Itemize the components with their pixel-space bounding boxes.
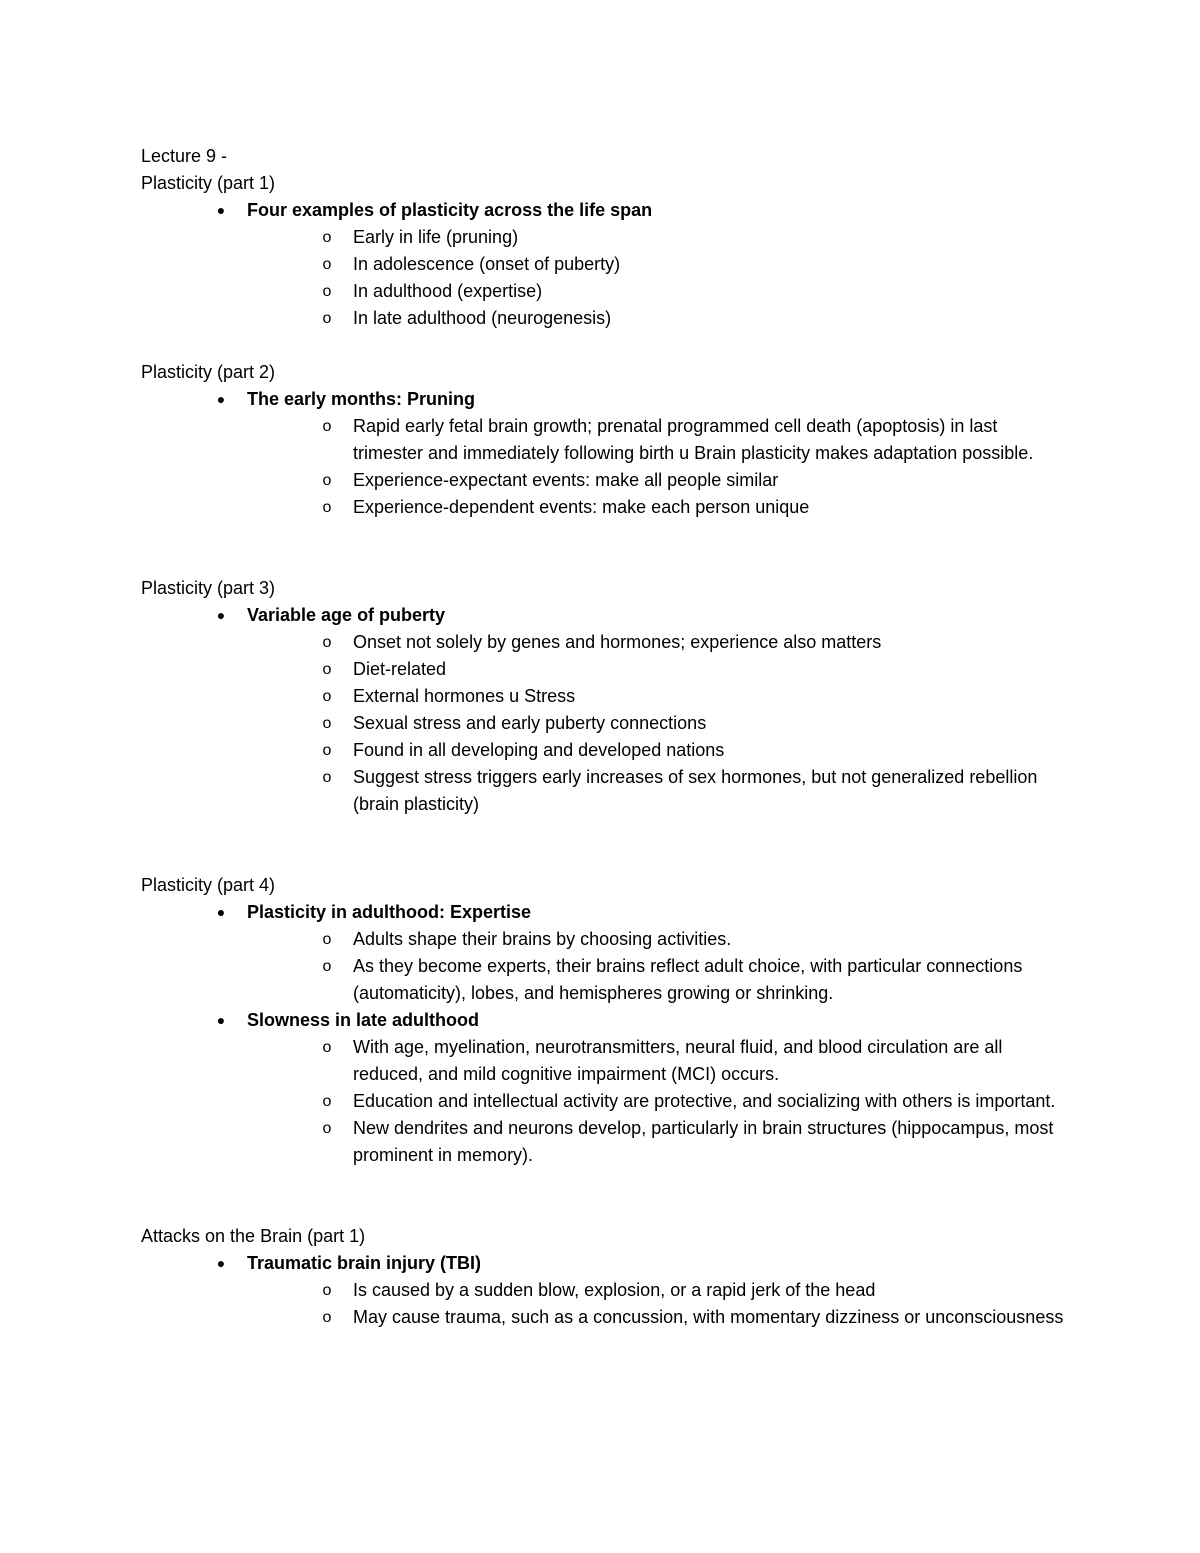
bullet-list [141, 1250, 1071, 1331]
section-plasticity-part-3 [141, 575, 1071, 818]
sub-bullet-text: Experience-dependent events: make each person unique [353, 497, 810, 517]
sub-bullet-item [247, 305, 1065, 332]
spacer [141, 521, 1071, 575]
bullet-item [141, 602, 1071, 818]
sub-bullet-item [247, 251, 1065, 278]
bullet-item [141, 899, 1071, 1007]
circle-bullet-icon: o [322, 418, 332, 435]
document-body [141, 143, 1071, 1331]
sub-bullet-list [247, 1277, 1071, 1331]
bullet-dot-icon: ● [216, 391, 226, 407]
sub-bullet-item [247, 224, 1065, 251]
circle-bullet-icon: o [322, 256, 332, 273]
bullet-dot-icon: ● [216, 1012, 226, 1028]
sub-bullet-item [247, 494, 1065, 521]
circle-bullet-icon: o [322, 499, 332, 516]
sub-bullet-item [247, 1277, 1065, 1304]
sub-bullet-text: With age, myelination, neurotransmitters, neural fluid, and blood circulation are all reduced, and mild cognitive impairment (MCI) occurs. [353, 1037, 1003, 1084]
circle-bullet-icon: o [322, 688, 332, 705]
section-title: Plasticity (part 4) [141, 875, 276, 895]
bullet-item [141, 386, 1071, 521]
sub-bullet-text: As they become experts, their brains reflect adult choice, with particular connections (automaticity), lobes, and hemispheres growing or shrinking. [353, 956, 1023, 1003]
bullet-text: The early months: Pruning [247, 389, 476, 409]
sub-bullet-list [247, 629, 1071, 818]
bullet-item [141, 1007, 1071, 1169]
sub-bullet-item [247, 1088, 1065, 1115]
section-plasticity-part-2 [141, 359, 1071, 521]
circle-bullet-icon: o [322, 769, 332, 786]
bullet-text: Plasticity in adulthood: Expertise [247, 902, 532, 922]
section-title: Plasticity (part 3) [141, 578, 276, 598]
section-title: Plasticity (part 1) [141, 173, 276, 193]
sub-bullet-text: Rapid early fetal brain growth; prenatal programmed cell death (apoptosis) in last trimester and immediately following birth u Brain plasticity makes adaptation possible. [353, 416, 1034, 463]
bullet-dot-icon: ● [216, 607, 226, 623]
spacer [141, 818, 1071, 872]
bullet-list [141, 602, 1071, 818]
sub-bullet-text: Diet-related [353, 659, 447, 679]
sub-bullet-item [247, 683, 1065, 710]
section-attacks-on-the-brain-part-1 [141, 1223, 1071, 1331]
bullet-text: Variable age of puberty [247, 605, 446, 625]
sub-bullet-text: Suggest stress triggers early increases of sex hormones, but not generalized rebellion (brain plasticity) [353, 767, 1038, 814]
spacer [141, 332, 1071, 359]
sub-bullet-list [247, 926, 1071, 1007]
sub-bullet-item [247, 953, 1065, 1007]
sub-bullet-text: Early in life (pruning) [353, 227, 519, 247]
bullet-text: Traumatic brain injury (TBI) [247, 1253, 482, 1273]
sub-bullet-list [247, 1034, 1071, 1169]
bullet-item [141, 197, 1071, 332]
sub-bullet-text: Adults shape their brains by choosing activities. [353, 929, 732, 949]
sub-bullet-text: May cause trauma, such as a concussion, with momentary dizziness or unconsciousness [353, 1307, 1064, 1327]
sub-bullet-item [247, 629, 1065, 656]
circle-bullet-icon: o [322, 283, 332, 300]
sub-bullet-item [247, 413, 1065, 467]
bullet-list [141, 899, 1071, 1169]
circle-bullet-icon: o [322, 634, 332, 651]
sub-bullet-item [247, 764, 1065, 818]
circle-bullet-icon: o [322, 229, 332, 246]
lecture-heading: Lecture 9 - [141, 146, 228, 166]
bullet-list [141, 386, 1071, 521]
sub-bullet-item [247, 467, 1065, 494]
bullet-dot-icon: ● [216, 904, 226, 920]
spacer [141, 1169, 1071, 1223]
circle-bullet-icon: o [322, 472, 332, 489]
sub-bullet-list [247, 224, 1071, 332]
sub-bullet-list [247, 413, 1071, 521]
circle-bullet-icon: o [322, 310, 332, 327]
circle-bullet-icon: o [322, 1309, 332, 1326]
circle-bullet-icon: o [322, 1093, 332, 1110]
sub-bullet-text: External hormones u Stress [353, 686, 576, 706]
circle-bullet-icon: o [322, 931, 332, 948]
section-plasticity-part-4 [141, 872, 1071, 1169]
sub-bullet-text: Onset not solely by genes and hormones; experience also matters [353, 632, 882, 652]
circle-bullet-icon: o [322, 661, 332, 678]
section-title: Plasticity (part 2) [141, 362, 276, 382]
bullet-item [141, 1250, 1071, 1331]
sub-bullet-text: Experience-expectant events: make all people similar [353, 470, 779, 490]
sub-bullet-item [247, 737, 1065, 764]
sub-bullet-item [247, 1304, 1065, 1331]
sub-bullet-item [247, 278, 1065, 305]
bullet-list [141, 197, 1071, 332]
sub-bullet-text: Is caused by a sudden blow, explosion, or a rapid jerk of the head [353, 1280, 876, 1300]
circle-bullet-icon: o [322, 1120, 332, 1137]
sub-bullet-text: In late adulthood (neurogenesis) [353, 308, 612, 328]
circle-bullet-icon: o [322, 715, 332, 732]
section-plasticity-part-1 [141, 170, 1071, 332]
sub-bullet-text: Found in all developing and developed nations [353, 740, 725, 760]
circle-bullet-icon: o [322, 1282, 332, 1299]
bullet-dot-icon: ● [216, 1255, 226, 1271]
bullet-text: Slowness in late adulthood [247, 1010, 480, 1030]
sub-bullet-item [247, 656, 1065, 683]
sub-bullet-text: In adulthood (expertise) [353, 281, 543, 301]
sub-bullet-text: In adolescence (onset of puberty) [353, 254, 621, 274]
circle-bullet-icon: o [322, 958, 332, 975]
sub-bullet-text: Sexual stress and early puberty connections [353, 713, 707, 733]
circle-bullet-icon: o [322, 742, 332, 759]
bullet-text: Four examples of plasticity across the life span [247, 200, 653, 220]
sub-bullet-item [247, 710, 1065, 737]
bullet-dot-icon: ● [216, 202, 226, 218]
sub-bullet-text: New dendrites and neurons develop, particularly in brain structures (hippocampus, most prominent in memory). [353, 1118, 1054, 1165]
sub-bullet-item [247, 1034, 1065, 1088]
sub-bullet-text: Education and intellectual activity are protective, and socializing with others is important. [353, 1091, 1056, 1111]
section-title: Attacks on the Brain (part 1) [141, 1226, 366, 1246]
circle-bullet-icon: o [322, 1039, 332, 1056]
sub-bullet-item [247, 926, 1065, 953]
sub-bullet-item [247, 1115, 1065, 1169]
